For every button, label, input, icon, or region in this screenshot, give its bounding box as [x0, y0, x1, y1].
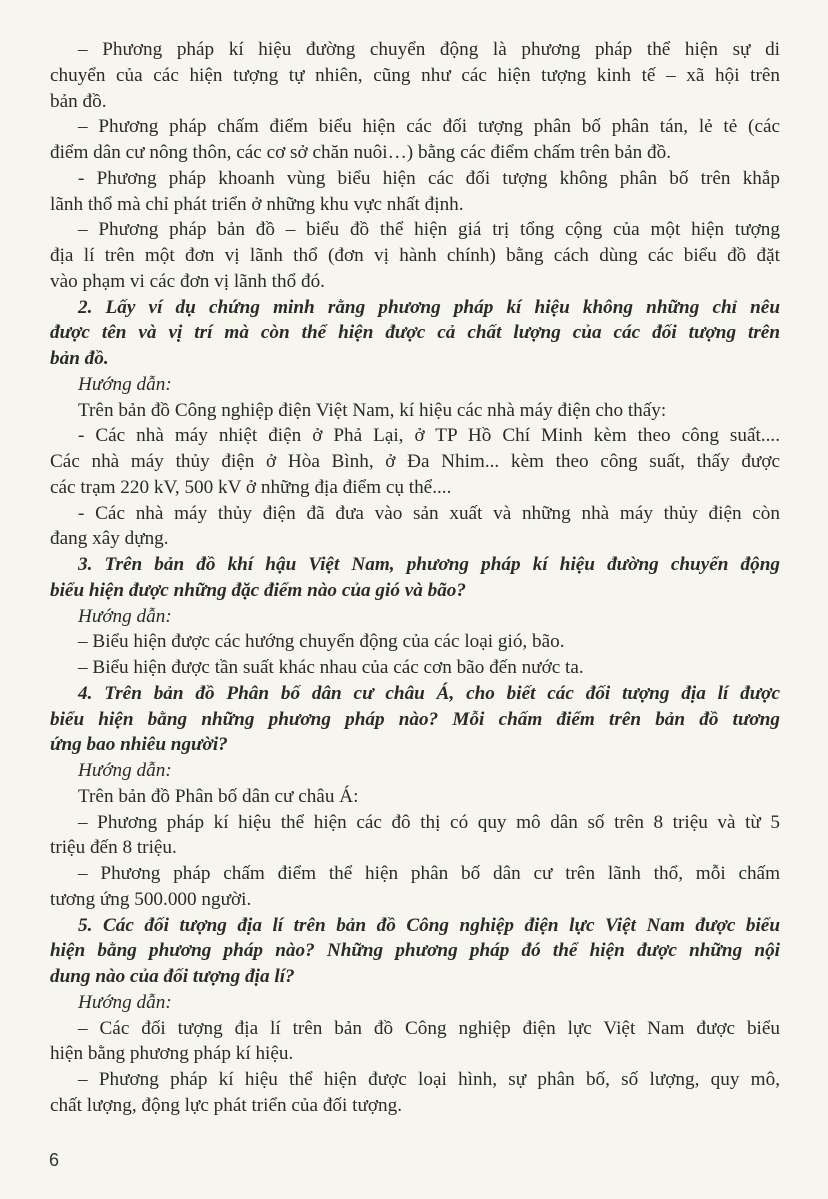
body-paragraph [50, 37, 780, 114]
text-line: 2. Lấy ví dụ chứng minh rằng phương pháp kí hiệu không những chỉ nêu [78, 296, 780, 318]
text-line: biểu hiện bằng những phương pháp nào? Mỗi chấm điểm trên bản đồ tương [50, 708, 780, 730]
text-line: lãnh thổ mà chỉ phát triển ở những khu vực nhất định. [50, 193, 464, 215]
text-line: Các nhà máy thủy điện ở Hòa Bình, ở Đa Nhim... kèm theo công suất, thấy được [50, 451, 780, 472]
guide-label [50, 990, 780, 1016]
text-line: biểu hiện được những đặc điểm nào của gió và bão? [50, 579, 466, 601]
text-line: địa lí trên một đơn vị lãnh thổ (đơn vị hành chính) bằng cách dùng các biểu đồ đặt [50, 245, 780, 266]
text-line: Hướng dẫn: [78, 991, 172, 1013]
text-line: Trên bản đồ Công nghiệp điện Việt Nam, kí hiệu các nhà máy điện cho thấy: [78, 399, 667, 421]
text-line: - Các nhà máy nhiệt điện ở Phả Lại, ở TP Hồ Chí Minh kèm theo công suất.... [78, 425, 780, 447]
question-heading [50, 295, 780, 372]
page-number: 6 [49, 1150, 60, 1170]
text-line: Hướng dẫn: [78, 760, 172, 781]
body-paragraph [50, 1067, 780, 1119]
guide-label [50, 604, 780, 630]
text-line: – Phương pháp kí hiệu thể hiện các đô thị có quy mô dân số trên 8 triệu và từ 5 [78, 811, 780, 833]
text-line: – Biểu hiện được các hướng chuyển động của các loại gió, bão. [78, 631, 565, 653]
text-line: được tên và vị trí mà còn thể hiện được cả chất lượng của các đối tượng trên [50, 322, 780, 344]
guide-label [50, 758, 780, 784]
text-line: Hướng dẫn: [78, 605, 172, 627]
body-paragraph [50, 1016, 780, 1068]
text-line: tương ứng 500.000 người. [50, 888, 252, 910]
text-line: – Phương pháp kí hiệu thể hiện được loại hình, sự phân bố, số lượng, quy mô, [78, 1069, 780, 1090]
text-line: 3. Trên bản đồ khí hậu Việt Nam, phương pháp kí hiệu đường chuyển động [78, 554, 780, 575]
question-heading [50, 681, 780, 758]
text-line: ứng bao nhiêu người? [50, 734, 228, 756]
text-line: hiện bằng phương pháp kí hiệu. [50, 1043, 294, 1065]
text-line: chất lượng, động lực phát triển của đối tượng. [50, 1094, 403, 1116]
text-line: – Biểu hiện được tần suất khác nhau của các cơn bão đến nước ta. [78, 657, 584, 678]
text-line: hiện bằng phương pháp nào? Những phương pháp đó thể hiện được những nội [50, 940, 780, 962]
text-line: – Phương pháp kí hiệu đường chuyển động là phương pháp thể hiện sự di [78, 39, 780, 60]
text-line: các trạm 220 kV, 500 kV ở những địa điểm cụ thể.... [50, 476, 452, 498]
text-line: bản đồ. [50, 90, 107, 112]
text-line: – Các đối tượng địa lí trên bản đồ Công nghiệp điện lực Việt Nam được biểu [78, 1017, 780, 1039]
body-paragraph [50, 398, 780, 424]
question-heading [50, 552, 780, 604]
text-line: chuyển của các hiện tượng tự nhiên, cũng như các hiện tượng kinh tế – xã hội trên [50, 64, 780, 86]
text-line: Trên bản đồ Phân bố dân cư châu Á: [78, 785, 359, 807]
question-heading [50, 913, 780, 990]
body-paragraph [50, 501, 780, 553]
body-paragraph [50, 166, 780, 218]
text-line: – Phương pháp bản đồ – biểu đồ thể hiện giá trị tổng cộng của một hiện tượng [78, 219, 780, 241]
text-line: – Phương pháp chấm điểm biểu hiện các đối tượng phân bố phân tán, lẻ tẻ (các [78, 116, 780, 138]
text-line: triệu đến 8 triệu. [50, 837, 177, 859]
body-paragraph [50, 629, 780, 655]
page-body [50, 37, 780, 1119]
body-paragraph [50, 114, 780, 166]
text-line: - Các nhà máy thủy điện đã đưa vào sản xuất và những nhà máy thủy điện còn [78, 502, 780, 524]
body-paragraph [50, 655, 780, 681]
text-line: 5. Các đối tượng địa lí trên bản đồ Công nghiệp điện lực Việt Nam được biểu [78, 914, 780, 936]
body-paragraph [50, 784, 780, 810]
text-line: đang xây dựng. [50, 528, 169, 550]
body-paragraph [50, 810, 780, 862]
text-line: vào phạm vi các đơn vị lãnh thổ đó. [50, 270, 325, 292]
text-line: – Phương pháp chấm điểm thể hiện phân bố dân cư trên lãnh thổ, mỗi chấm [78, 863, 780, 884]
text-line: bản đồ. [50, 348, 109, 369]
text-line: điểm dân cư nông thôn, các cơ sở chăn nuôi…) bằng các điểm chấm trên bản đồ. [50, 142, 672, 163]
guide-label [50, 372, 780, 398]
text-line: Hướng dẫn: [78, 373, 172, 395]
body-paragraph [50, 423, 780, 500]
body-paragraph [50, 861, 780, 913]
text-line: 4. Trên bản đồ Phân bố dân cư châu Á, cho biết các đối tượng địa lí được [78, 682, 780, 704]
body-paragraph [50, 217, 780, 294]
text-line: dung nào của đối tượng địa lí? [50, 966, 295, 987]
text-line: - Phương pháp khoanh vùng biểu hiện các đối tượng không phân bố trên khắp [78, 167, 780, 189]
